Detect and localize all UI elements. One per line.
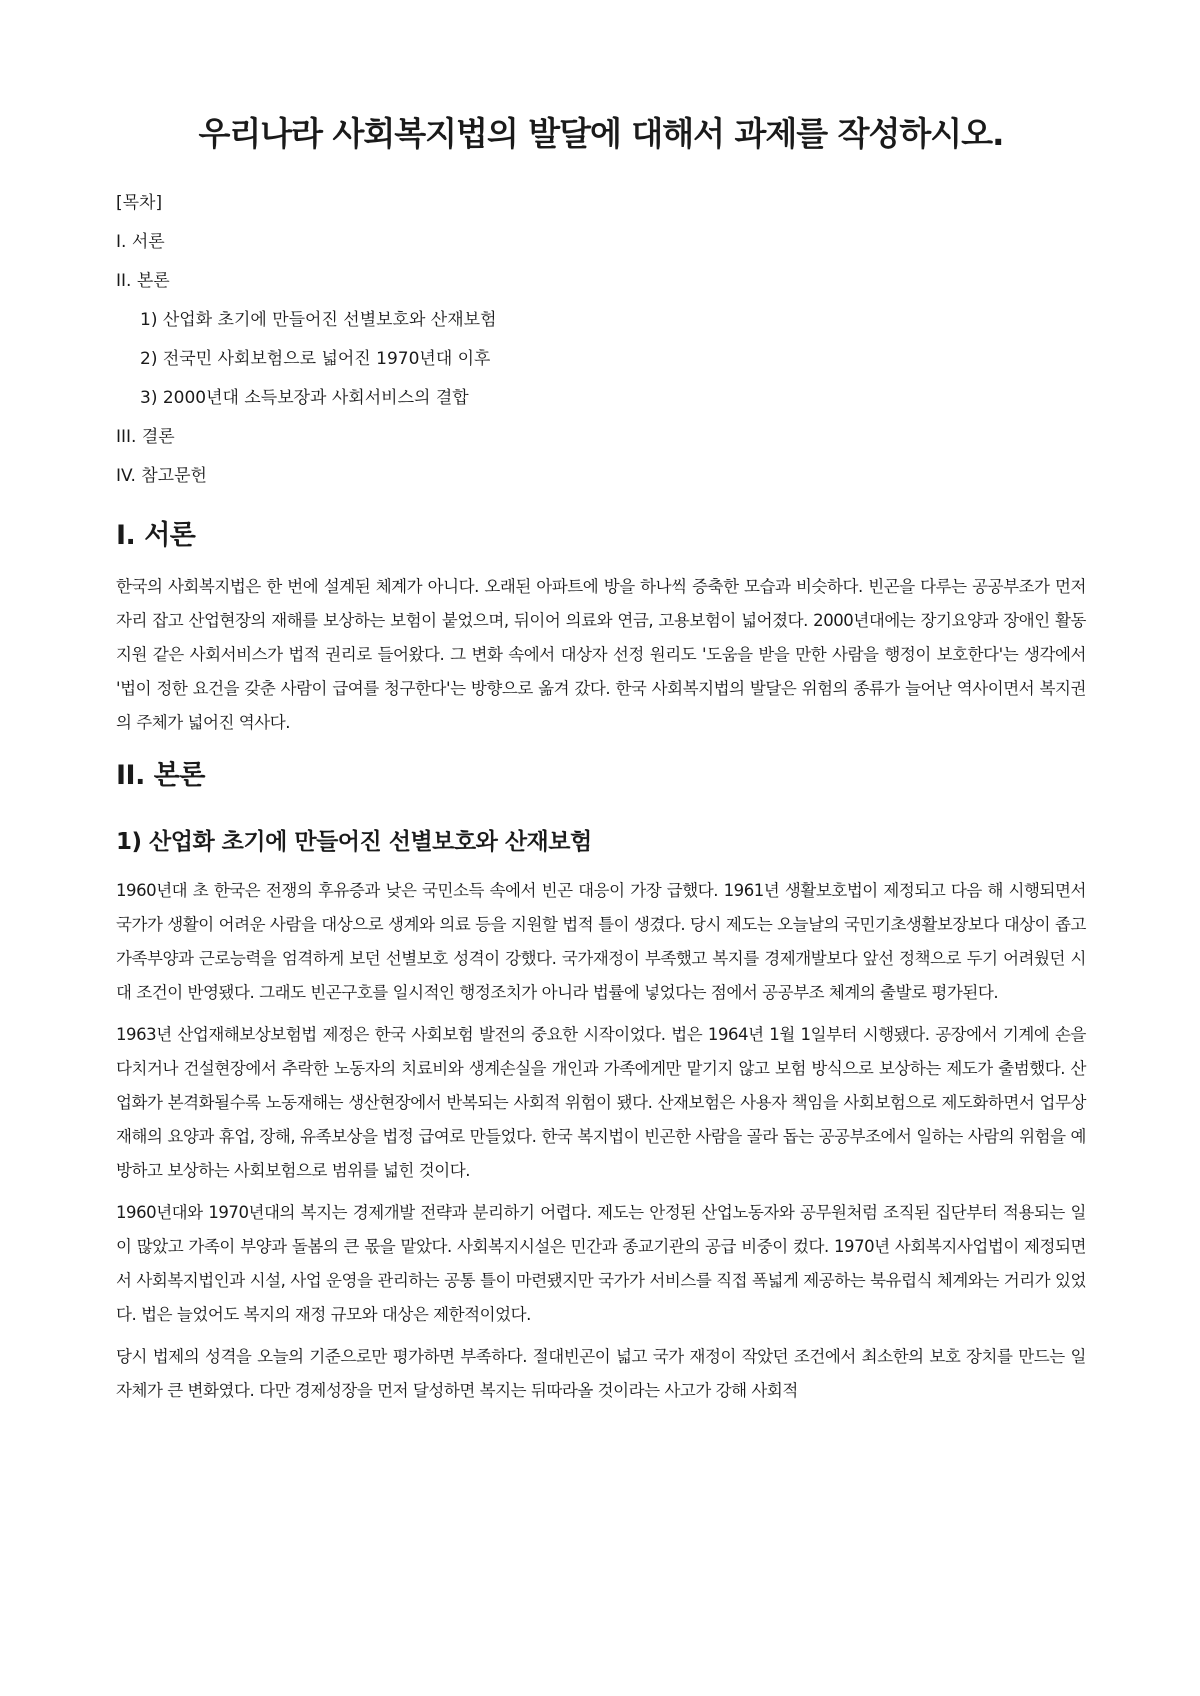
intro-heading: I. 서론: [116, 520, 196, 551]
table-of-contents: [116, 184, 1086, 496]
section1-paragraph-1: 1960년대 초 한국은 전쟁의 후유증과 낮은 국민소득 속에서 빈곤 대응이 가장 급했다. 1961년 생활보호법이 제정되고 다음 해 시행되면서 국가가 생활이 어려운 사람을 대상으로 생계와 의료 등을 지원할 법적 틀이 생겼다. 당시 제도는 오늘날의 국민기초생활보장보다 대상이 좁고 가족부양과 근로능력을 엄격하게 보던 선별보호 성격이 강했다. 국가재정이 부족했고 복지를 경제개발보다 앞선 정책으로 두기 어려웠던 시대 조건이 반영됐다. 그래도 빈곤구호를 일시적인 행정조치가 아니라 법률에 넣었다는 점에서 공공부조 체계의 출발로 평가된다.: [116, 881, 1086, 1002]
document-title: 우리나라 사회복지법의 발달에 대해서 과제를 작성하시오.: [198, 114, 1004, 153]
toc-subitem-3: 3) 2000년대 소득보장과 사회서비스의 결합: [140, 388, 469, 408]
section1-paragraph-2: 1963년 산업재해보상보험법 제정은 한국 사회보험 발전의 중요한 시작이었다. 법은 1964년 1월 1일부터 시행됐다. 공장에서 기계에 손을 다치거나 건설현장에서 추락한 노동자의 치료비와 생계손실을 개인과 가족에게만 맡기지 않고 보험 방식으로 보상하는 제도가 출범했다. 산업화가 본격화될수록 노동재해는 생산현장에서 반복되는 사회적 위험이 됐다. 산재보험은 사용자 책임을 사회보험으로 제도화하면서 업무상 재해의 요양과 휴업, 장해, 유족보상을 법정 급여로 만들었다. 한국 복지법이 빈곤한 사람을 골라 돕는 공공부조에서 일하는 사람의 위험을 예방하고 보상하는 사회보험으로 범위를 넓힌 것이다.: [116, 1025, 1086, 1180]
body-heading: II. 본론: [116, 760, 205, 791]
toc-item-intro: I. 서론: [116, 232, 165, 252]
toc-heading: [목차]: [116, 193, 163, 213]
document-page: [116, 110, 1086, 1416]
toc-item-body: II. 본론: [116, 271, 170, 291]
toc-subitem-2: 2) 전국민 사회보험으로 넓어진 1970년대 이후: [140, 349, 491, 369]
toc-subitem-1: 1) 산업화 초기에 만들어진 선별보호와 산재보험: [140, 310, 497, 330]
toc-item-references: IV. 참고문헌: [116, 466, 207, 486]
section1-heading: 1) 산업화 초기에 만들어진 선별보호와 산재보험: [116, 829, 592, 855]
section1-paragraph-4: 당시 법제의 성격을 오늘의 기준으로만 평가하면 부족하다. 절대빈곤이 넓고 국가 재정이 작았던 조건에서 최소한의 보호 장치를 만드는 일 자체가 큰 변화였다. 다만 경제성장을 먼저 달성하면 복지는 뒤따라올 것이라는 사고가 강해 사회적: [116, 1347, 1086, 1400]
intro-paragraph: 한국의 사회복지법은 한 번에 설계된 체계가 아니다. 오래된 아파트에 방을 하나씩 증축한 모습과 비슷하다. 빈곤을 다루는 공공부조가 먼저 자리 잡고 산업현장의 재해를 보상하는 보험이 붙었으며, 뒤이어 의료와 연금, 고용보험이 넓어졌다. 2000년대에는 장기요양과 장애인 활동지원 같은 사회서비스가 법적 권리로 들어왔다. 그 변화 속에서 대상자 선정 원리도 '도움을 받을 만한 사람을 행정이 보호한다'는 생각에서 '법이 정한 요건을 갖춘 사람이 급여를 청구한다'는 방향으로 옮겨 갔다. 한국 사회복지법의 발달은 위험의 종류가 늘어난 역사이면서 복지권의 주체가 넓어진 역사다.: [116, 577, 1086, 732]
section1-paragraph-3: 1960년대와 1970년대의 복지는 경제개발 전략과 분리하기 어렵다. 제도는 안정된 산업노동자와 공무원처럼 조직된 집단부터 적용되는 일이 많았고 가족이 부양과 돌봄의 큰 몫을 맡았다. 사회복지시설은 민간과 종교기관의 공급 비중이 컸다. 1970년 사회복지사업법이 제정되면서 사회복지법인과 시설, 사업 운영을 관리하는 공통 틀이 마련됐지만 국가가 서비스를 직접 폭넓게 제공하는 북유럽식 체계와는 거리가 있었다. 법은 늘었어도 복지의 재정 규모와 대상은 제한적이었다.: [116, 1203, 1086, 1324]
toc-item-conclusion: III. 결론: [116, 427, 175, 447]
